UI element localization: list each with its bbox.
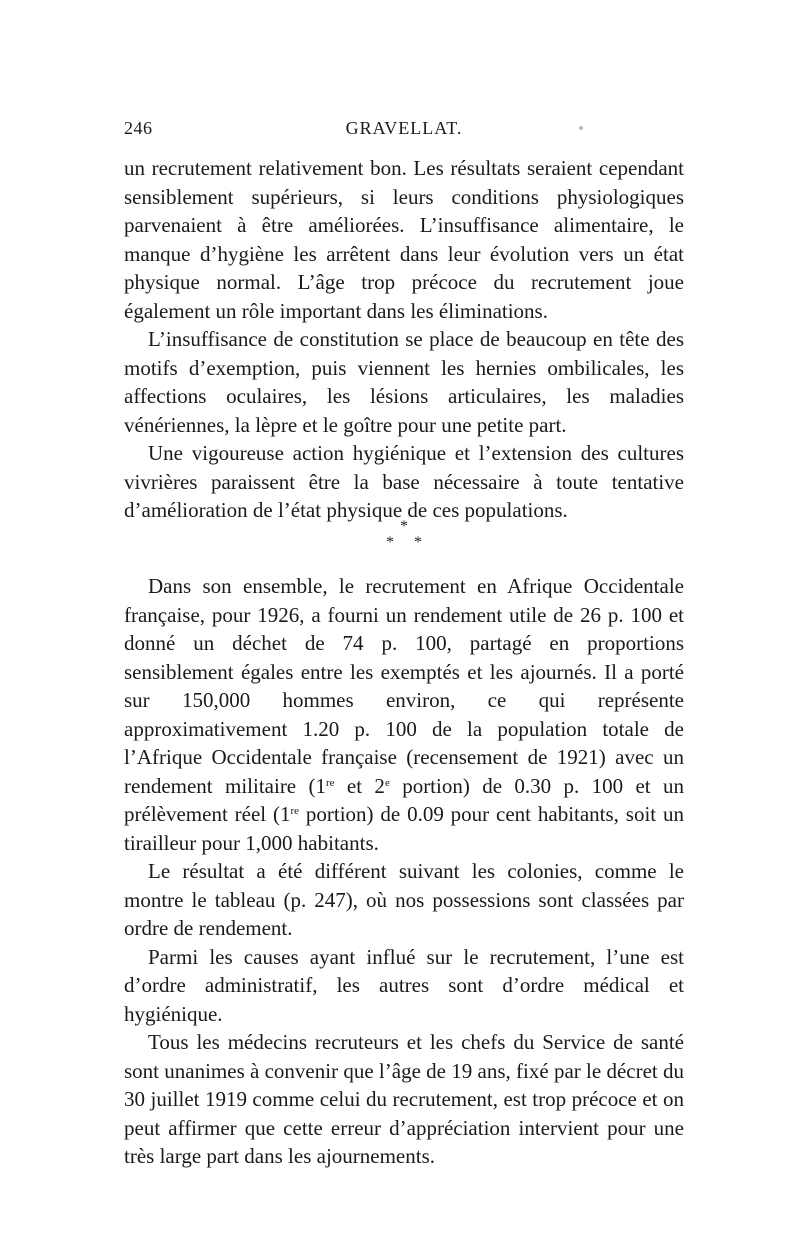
paragraph-4-part-1: Dans son ensemble, le recrutement en Afrique Occidentale française, pour 1926, a fourni un rendement utile de 26 p. 100 et donné un déchet de 74 p. 100, partagé en proportions sensiblement égales entre les exemptés et les ajournés. Il a porté sur 150,000 hommes environ, ce qui représente approximativement 1.20 p. 100 de la population totale de l’Afrique Occidentale française (recensement de 1921) avec un rendement militaire (1 <box>124 574 684 798</box>
paragraph-2: L’insuffisance de constitution se place de beaucoup en tête des motifs d’exemption, puis viennent les hernies ombilicales, les affections oculaires, les lésions articulaires, les maladies vénériennes, la lèpre et le goître pour une petite part. <box>124 327 684 437</box>
paragraph-4-part-2: et 2 <box>334 773 385 798</box>
paragraph-4-part-4: portion) de 0.09 pour cent habitants, soit un tirailleur pour 1,000 habitants. <box>124 802 684 855</box>
paragraph-4-part-3: portion) de 0.30 p. 100 et un prélèvement réel (1 <box>124 773 685 826</box>
paragraph-7: Tous les médecins recruteurs et les chefs du Service de santé sont unanimes à convenir que l’âge de 19 ans, fixé par le décret du 30 juillet 1919 comme celui du recrutement, est trop précoce et on peut affirmer que cette erreur d’appréciation intervient pour une très large part dans les ajournements. <box>124 1030 684 1168</box>
asterism-top: * <box>400 518 408 535</box>
paragraph-6: Parmi les causes ayant influé sur le recrutement, l’une est d’ordre administratif, les autres sont d’ordre médical et hygiénique. <box>124 944 684 1026</box>
ordinal-premiere: re <box>326 776 335 789</box>
paragraph-4 <box>124 572 684 857</box>
print-speck <box>579 126 583 130</box>
text-section-2 <box>124 572 684 1171</box>
text-section-1 <box>124 154 684 525</box>
page-number: 246 <box>124 118 153 138</box>
paragraph-1: un recrutement relativement bon. Les résultats seraient cependant sensiblement supérieurs, si leurs conditions physiologiques parvenaient à être améliorées. L’insuffisance alimentaire, le manque d’hygiène les arrêtent dans leur évolution vers un état physique normal. L’âge trop précoce du recrutement joue également un rôle important dans les éliminations. <box>124 156 684 323</box>
ordinal-deuxieme: e <box>384 776 390 789</box>
section-separator-asterism <box>124 519 684 551</box>
asterism-bottom: * * <box>386 534 430 551</box>
running-head <box>124 118 684 142</box>
ordinal-premiere-2: re <box>290 805 300 817</box>
running-title: GRAVELLAT. <box>345 118 463 138</box>
paragraph-3: Une vigoureuse action hygiénique et l’extension des cultures vivrières paraissent être la base nécessaire à toute tentative d’amélioration de l’état physique de ces populations. <box>124 441 684 522</box>
paragraph-5: Le résultat a été différent suivant les colonies, comme le montre le tableau (p. 247), où nos possessions sont classées par ordre de rendement. <box>124 859 684 940</box>
